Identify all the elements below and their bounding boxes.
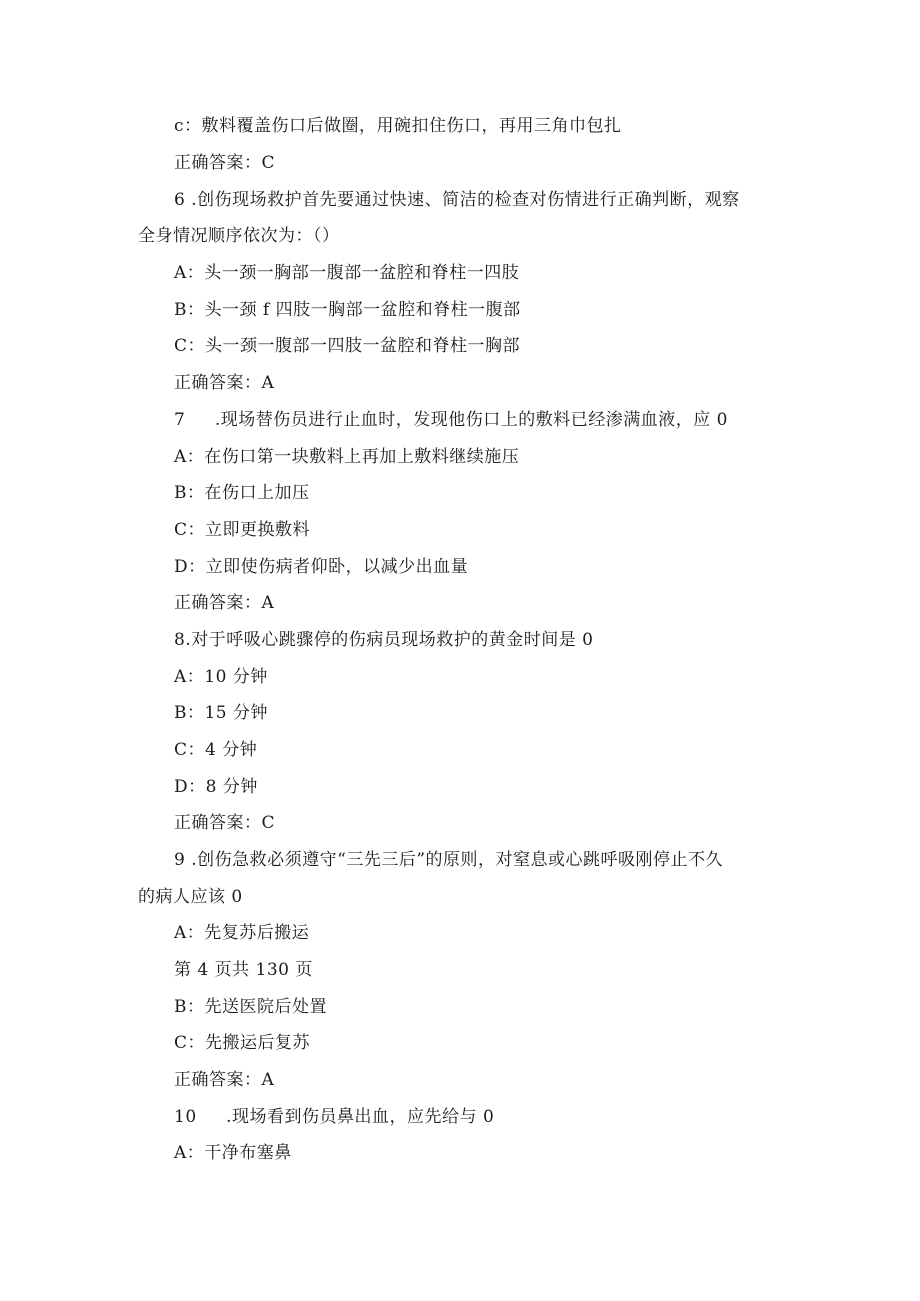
answer-q7: 正确答案：A <box>174 593 275 613</box>
page-number: 第 4 页共 130 页 <box>174 960 313 980</box>
option-c-q9: C：先搬运后复苏 <box>174 1033 311 1053</box>
answer-q5: 正确答案：C <box>174 153 276 173</box>
answer-q6: 正确答案：A <box>174 373 275 393</box>
option-b-q6: B：头一颈 f 四肢一胸部一盆腔和脊柱一腹部 <box>174 300 521 320</box>
question-9: 9 .创伤急救必须遵守“三先三后”的原则，对窒息或心跳呼吸刚停止不久 <box>174 850 724 870</box>
answer-q9: 正确答案：A <box>174 1070 275 1090</box>
option-a-q10: A：干净布塞鼻 <box>174 1143 292 1163</box>
option-c-q8: C：4 分钟 <box>174 740 258 760</box>
option-b-q7: B：在伤口上加压 <box>174 483 310 503</box>
option-d-q7: D：立即使伤病者仰卧，以减少出血量 <box>174 557 469 577</box>
question-10: 10 .现场看到伤员鼻出血，应先给与 0 <box>174 1107 495 1127</box>
option-b-q9: B：先送医院后处置 <box>174 997 327 1017</box>
question-6: 6 .创伤现场救护首先要通过快速、简洁的检查对伤情进行正确判断，观察 <box>174 190 740 210</box>
option-b-q8: B：15 分钟 <box>174 703 269 723</box>
option-a-q7: A：在伤口第一块敷料上再加上敷料继续施压 <box>174 447 520 467</box>
option-a-q9: A：先复苏后搬运 <box>174 923 310 943</box>
option-a-q8: A：10 分钟 <box>174 667 268 687</box>
question-8: 8.对于呼吸心跳骤停的伤病员现场救护的黄金时间是 0 <box>174 630 594 650</box>
option-d-q8: D：8 分钟 <box>174 777 258 797</box>
option-c-q5: c：敷料覆盖伤口后做圈，用碗扣住伤口，再用三角巾包扎 <box>174 116 622 136</box>
question-9-cont: 的病人应该 0 <box>138 887 243 907</box>
answer-q8: 正确答案：C <box>174 813 276 833</box>
question-7: 7 .现场替伤员进行止血时，发现他伤口上的敷料已经渗满血液，应 0 <box>174 410 728 430</box>
option-c-q7: C：立即更换敷料 <box>174 520 311 540</box>
question-6-cont: 全身情况顺序依次为：（） <box>138 226 340 246</box>
option-c-q6: C：头一颈一腹部一四肢一盆腔和脊柱一胸部 <box>174 336 521 356</box>
option-a-q6: A：头一颈一胸部一腹部一盆腔和脊柱一四肢 <box>174 263 520 283</box>
